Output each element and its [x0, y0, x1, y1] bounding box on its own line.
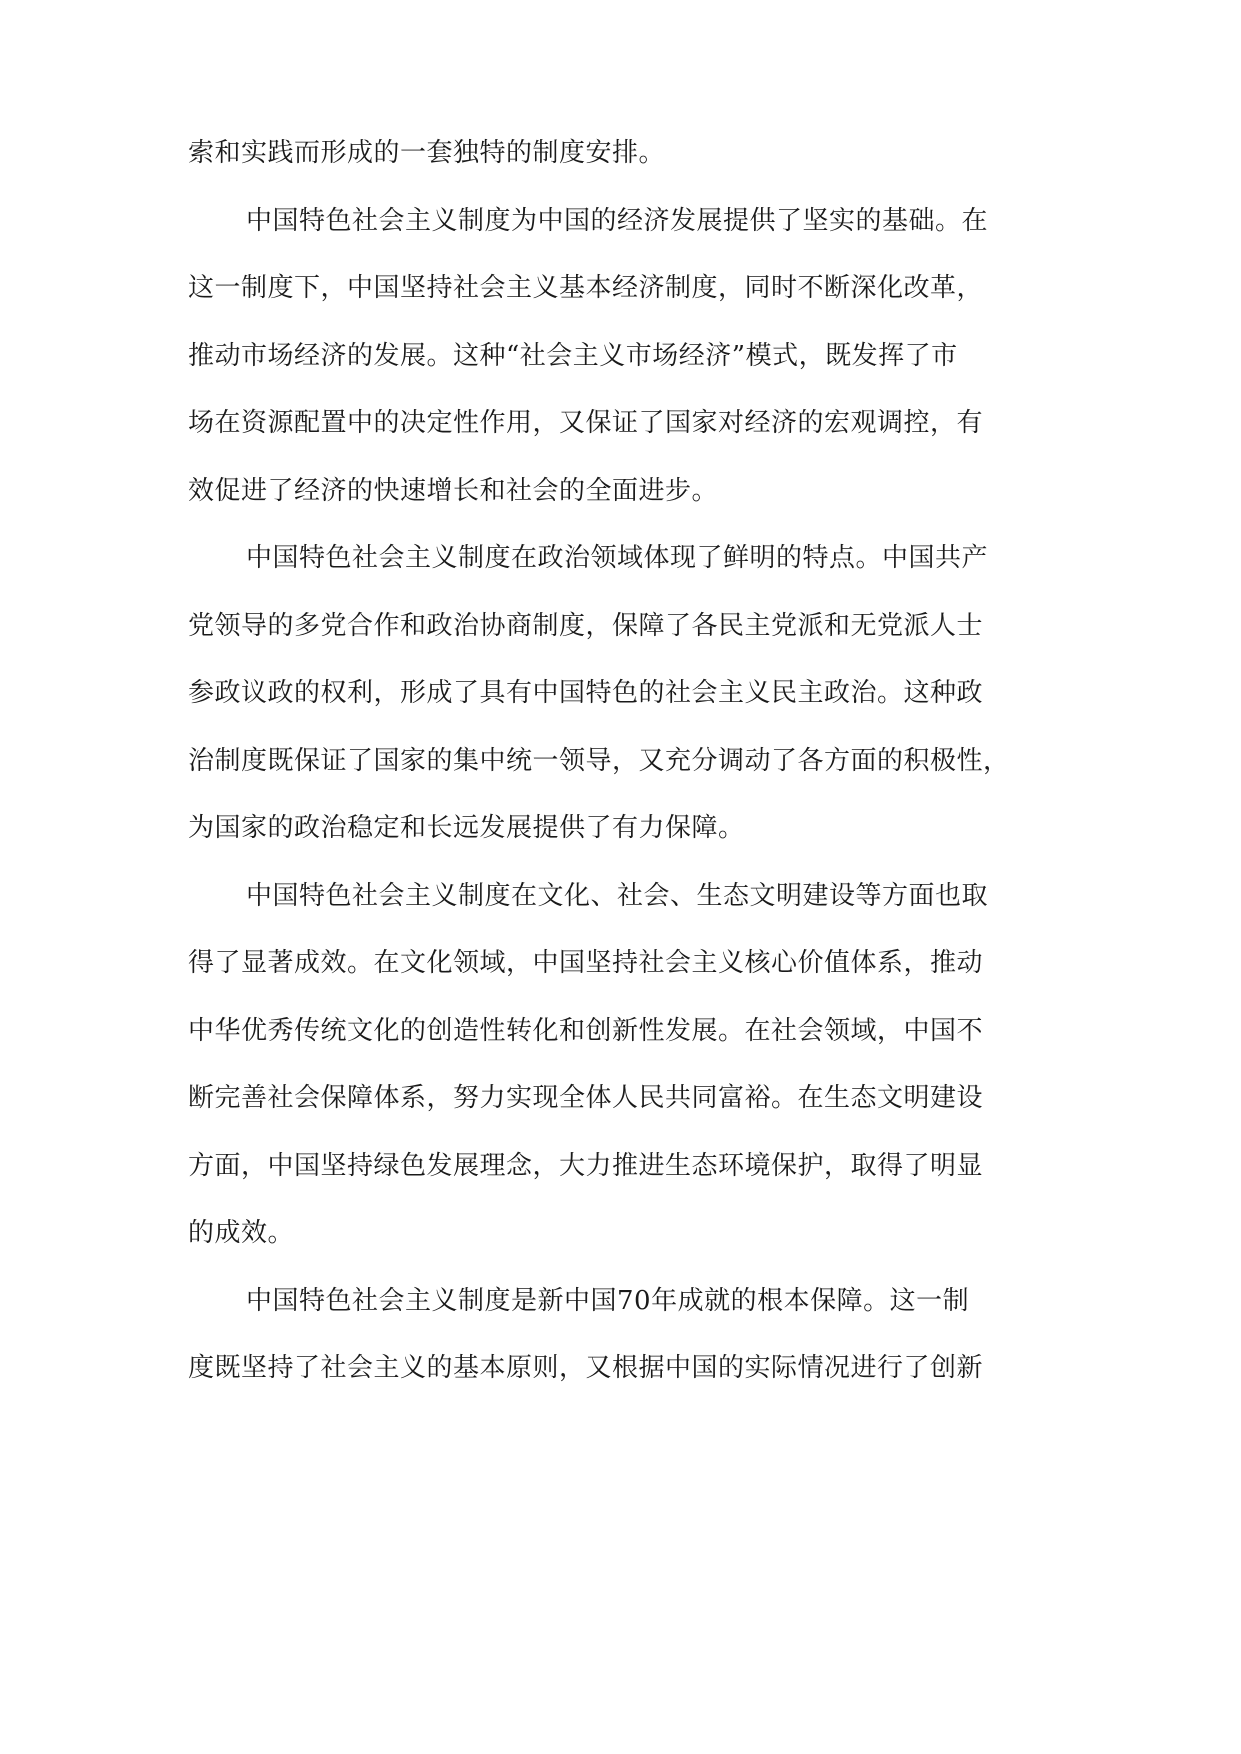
text-line: 这一制度下，中国坚持社会主义基本经济制度，同时不断深化改革， — [188, 273, 984, 303]
text-line: 治制度既保证了国家的集中统一领导，又充分调动了各方面的积极性， — [188, 746, 1010, 776]
text-line: 得了显著成效。在文化领域，中国坚持社会主义核心价值体系，推动 — [188, 948, 984, 978]
text-line: 效促进了经济的快速增长和社会的全面进步。 — [188, 476, 719, 506]
text-line: 中华优秀传统文化的创造性转化和创新性发展。在社会领域，中国不 — [188, 1016, 984, 1046]
text-line: 参政议政的权利，形成了具有中国特色的社会主义民主政治。这种政 — [188, 678, 984, 708]
paragraph-first-line: 中国特色社会主义制度在文化、社会、生态文明建设等方面也取 — [246, 881, 989, 911]
text-line: 推动市场经济的发展。这种“社会主义市场经济”模式，既发挥了市 — [188, 341, 958, 371]
text-line: 党领导的多党合作和政治协商制度，保障了各民主党派和无党派人士 — [188, 611, 984, 641]
text-line: 度既坚持了社会主义的基本原则，又根据中国的实际情况进行了创新 — [188, 1353, 984, 1383]
text-line: 场在资源配置中的决定性作用，又保证了国家对经济的宏观调控，有 — [188, 408, 984, 438]
text-line: 方面，中国坚持绿色发展理念，大力推进生态环境保护，取得了明显 — [188, 1151, 984, 1181]
text-line: 的成效。 — [188, 1218, 295, 1248]
paragraph-first-line: 中国特色社会主义制度是新中国70年成就的根本保障。这一制 — [246, 1286, 970, 1316]
text-line: 索和实践而形成的一套独特的制度安排。 — [188, 138, 666, 168]
paragraph-first-line: 中国特色社会主义制度为中国的经济发展提供了坚实的基础。在 — [246, 206, 989, 236]
text-line: 断完善社会保障体系，努力实现全体人民共同富裕。在生态文明建设 — [188, 1083, 984, 1113]
text-line: 为国家的政治稳定和长远发展提供了有力保障。 — [188, 813, 745, 843]
paragraph-first-line: 中国特色社会主义制度在政治领域体现了鲜明的特点。中国共产 — [246, 543, 989, 573]
